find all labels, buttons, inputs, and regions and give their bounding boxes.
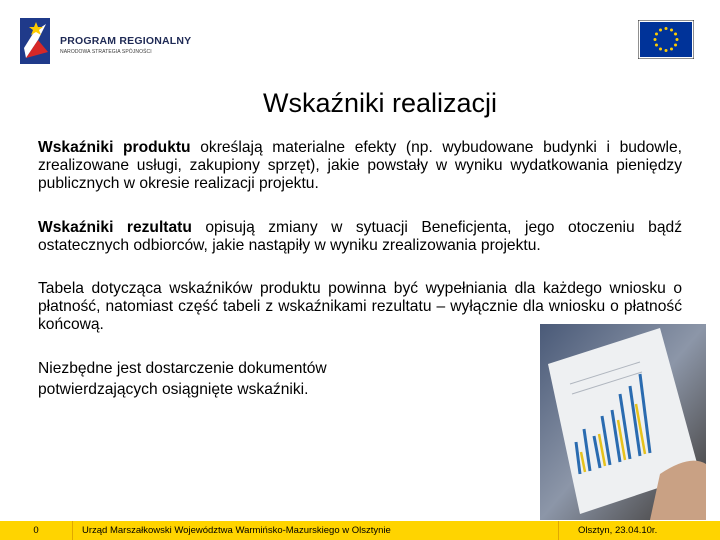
eu-star-icon (670, 48, 673, 51)
paragraph-table-info: Tabela dotycząca wskaźników produktu powinna być wypełniania dla każdego wniosku o płatność, natomiast część tabeli z wskaźnikami rezultatu – wyłącznie dla wniosku o płatność końcową. (38, 280, 682, 333)
footer-separator (558, 521, 559, 540)
eu-star-icon (665, 27, 668, 30)
product-indicators-term: Wskaźniki produktu (38, 139, 191, 156)
paragraph-result-indicators (38, 219, 682, 255)
eu-star-icon (670, 28, 673, 31)
footer-bar (0, 521, 720, 540)
paragraph-product-indicators (38, 139, 682, 193)
product-indicators-text: określają materialne efekty (np. wybudowane budynki i budowle, zrealizowane usługi, zakupiony sprzęt), jakie powstały w wyniku wydatkowania pieniędzy publicznych w okresie realizacji projektu. (38, 139, 682, 192)
eu-star-icon (659, 48, 662, 51)
eu-star-icon (676, 38, 679, 41)
eu-star-icon (655, 33, 658, 36)
eu-star-icon (655, 44, 658, 47)
slide-title: Wskaźniki realizacji (262, 88, 498, 118)
footer-separator (72, 521, 73, 540)
footer-organization: Urząd Marszałkowski Województwa Warmińsko-Mazurskiego w Olsztynie (82, 525, 391, 536)
program-logo (0, 0, 210, 85)
program-logo-icon (20, 18, 52, 66)
eu-star-icon (674, 33, 677, 36)
document-chart-photo (540, 324, 706, 520)
paragraph-documents-required: Niezbędne jest dostarczenie dokumentów potwierdzających osiągnięte wskaźniki. (38, 360, 327, 398)
eu-star-icon (674, 44, 677, 47)
page-number: 0 (33, 525, 39, 536)
eu-star-icon (665, 49, 668, 52)
eu-flag-icon (638, 20, 694, 59)
logo-subtitle: NARODOWA STRATEGIA SPÓJNOŚCI (60, 49, 152, 55)
footer-date: Olsztyn, 23.04.10r. (578, 525, 658, 536)
eu-star-icon (654, 38, 657, 41)
eu-star-icon (659, 28, 662, 31)
result-indicators-text: opisują zmiany w sytuacji Beneficjenta, jego otoczeniu bądź ostatecznych odbiorców, jakie nastąpiły w wyniku zrealizowania projektu. (38, 219, 682, 254)
result-indicators-term: Wskaźniki rezultatu (38, 219, 192, 236)
logo-title: PROGRAM REGIONALNY (60, 35, 192, 47)
